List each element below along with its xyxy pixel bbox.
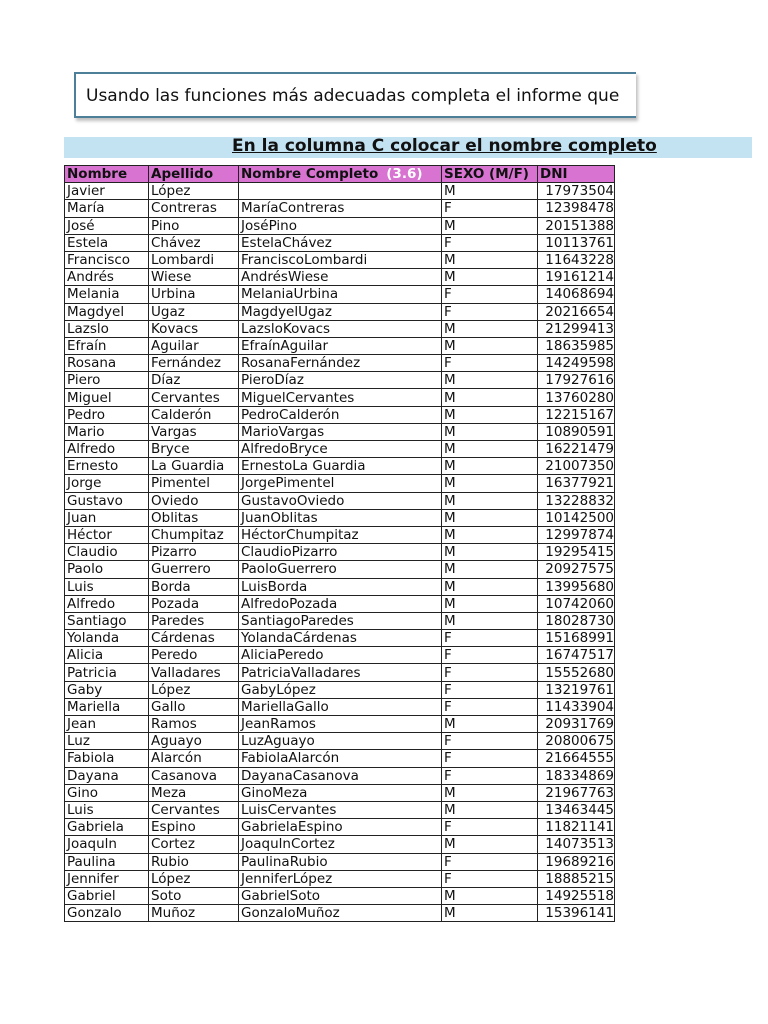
cell-sexo[interactable]: F <box>442 234 538 251</box>
cell-apellido[interactable]: Oblitas <box>149 509 239 526</box>
table-row <box>65 630 615 647</box>
cell-apellido[interactable]: Rubio <box>149 853 239 870</box>
table-row <box>65 767 615 784</box>
cell-dni[interactable]: 21967763 <box>538 784 615 801</box>
table-row <box>65 578 615 595</box>
cell-dni[interactable]: 21007350 <box>538 458 615 475</box>
table-row <box>65 595 615 612</box>
cell-sexo[interactable]: F <box>442 200 538 217</box>
cell-nombre-completo[interactable]: AndrésWiese <box>239 269 442 286</box>
cell-apellido[interactable]: Calderón <box>149 406 239 423</box>
cell-sexo[interactable]: M <box>442 905 538 922</box>
cell-nombre-completo[interactable]: PaulinaRubio <box>239 853 442 870</box>
header-sexo[interactable]: SEXO (M/F) <box>442 166 538 183</box>
cell-apellido[interactable]: Cervantes <box>149 801 239 818</box>
table-row <box>65 681 615 698</box>
cell-nombre-completo[interactable]: HéctorChumpitaz <box>239 526 442 543</box>
cell-apellido[interactable]: Pozada <box>149 595 239 612</box>
cell-dni[interactable]: 18635985 <box>538 337 615 354</box>
cell-nombre-completo[interactable]: GonzaloMuñoz <box>239 905 442 922</box>
cell-nombre-completo[interactable]: RosanaFernández <box>239 355 442 372</box>
cell-nombre[interactable]: Estela <box>65 234 149 251</box>
header-nombre-completo-label: Nombre Completo <box>241 166 379 183</box>
cell-nombre-completo[interactable]: LazsloKovacs <box>239 320 442 337</box>
cell-dni[interactable]: 12398478 <box>538 200 615 217</box>
table-row <box>65 200 615 217</box>
cell-nombre[interactable]: Francisco <box>65 251 149 268</box>
cell-apellido[interactable]: López <box>149 681 239 698</box>
cell-nombre-completo[interactable]: MiguelCervantes <box>239 389 442 406</box>
cell-sexo[interactable]: M <box>442 836 538 853</box>
cell-nombre-completo[interactable]: AlfredoPozada <box>239 595 442 612</box>
cell-sexo[interactable]: M <box>442 716 538 733</box>
cell-dni[interactable]: 10113761 <box>538 234 615 251</box>
cell-dni[interactable]: 17927616 <box>538 372 615 389</box>
cell-apellido[interactable]: La Guardia <box>149 458 239 475</box>
header-row <box>65 166 615 183</box>
cell-nombre-completo[interactable]: FranciscoLombardi <box>239 251 442 268</box>
cell-sexo[interactable]: M <box>442 578 538 595</box>
cell-sexo[interactable]: M <box>442 801 538 818</box>
table-row <box>65 389 615 406</box>
cell-sexo[interactable]: M <box>442 887 538 904</box>
cell-nombre-completo[interactable]: EstelaChávez <box>239 234 442 251</box>
cell-nombre-completo[interactable]: PedroCalderón <box>239 406 442 423</box>
cell-dni[interactable]: 13463445 <box>538 801 615 818</box>
cell-nombre[interactable]: Claudio <box>65 544 149 561</box>
instruction-text: Usando las funciones más adecuadas completa el informe que <box>86 86 620 106</box>
cell-dni[interactable]: 11821141 <box>538 819 615 836</box>
cell-nombre[interactable]: Juan <box>65 509 149 526</box>
cell-apellido[interactable]: Pizarro <box>149 544 239 561</box>
table-row <box>65 887 615 904</box>
table-row <box>65 905 615 922</box>
cell-nombre[interactable]: Gustavo <box>65 492 149 509</box>
cell-apellido[interactable]: Pino <box>149 217 239 234</box>
cell-nombre-completo[interactable]: GabrielaEspino <box>239 819 442 836</box>
cell-nombre-completo[interactable]: JuanOblitas <box>239 509 442 526</box>
table-row <box>65 647 615 664</box>
table-row <box>65 526 615 543</box>
cell-nombre[interactable]: Fabiola <box>65 750 149 767</box>
cell-nombre-completo[interactable]: SantiagoParedes <box>239 612 442 629</box>
cell-apellido[interactable]: Cervantes <box>149 389 239 406</box>
cell-nombre-completo[interactable]: PieroDíaz <box>239 372 442 389</box>
cell-nombre-completo[interactable] <box>239 183 442 200</box>
cell-apellido[interactable]: Chávez <box>149 234 239 251</box>
data-table <box>64 165 615 922</box>
cell-sexo[interactable]: M <box>442 784 538 801</box>
cell-dni[interactable]: 19161214 <box>538 269 615 286</box>
cell-dni[interactable]: 14925518 <box>538 887 615 904</box>
cell-sexo[interactable]: F <box>442 733 538 750</box>
cell-apellido[interactable]: Paredes <box>149 612 239 629</box>
cell-nombre[interactable]: Jean <box>65 716 149 733</box>
cell-nombre-completo[interactable]: GabyLópez <box>239 681 442 698</box>
table-row <box>65 406 615 423</box>
cell-nombre[interactable]: Piero <box>65 372 149 389</box>
cell-sexo[interactable]: M <box>442 372 538 389</box>
table-row <box>65 698 615 715</box>
cell-dni[interactable]: 20927575 <box>538 561 615 578</box>
cell-apellido[interactable]: Ramos <box>149 716 239 733</box>
cell-sexo[interactable]: M <box>442 544 538 561</box>
cell-nombre[interactable]: Jorge <box>65 475 149 492</box>
cell-nombre[interactable]: Mariella <box>65 698 149 715</box>
table-row <box>65 870 615 887</box>
cell-nombre[interactable]: Gaby <box>65 681 149 698</box>
cell-sexo[interactable]: F <box>442 767 538 784</box>
cell-apellido[interactable]: Espino <box>149 819 239 836</box>
cell-dni[interactable]: 18334869 <box>538 767 615 784</box>
cell-nombre-completo[interactable]: ClaudioPizarro <box>239 544 442 561</box>
cell-sexo[interactable]: M <box>442 389 538 406</box>
cell-nombre-completo[interactable]: FabiolaAlarcón <box>239 750 442 767</box>
cell-nombre[interactable]: Yolanda <box>65 630 149 647</box>
cell-sexo[interactable]: M <box>442 337 538 354</box>
header-nombre-completo[interactable] <box>239 166 442 183</box>
cell-nombre[interactable]: Gabriel <box>65 887 149 904</box>
cell-nombre[interactable]: Alfredo <box>65 595 149 612</box>
cell-dni[interactable]: 17973504 <box>538 183 615 200</box>
cell-dni[interactable]: 21299413 <box>538 320 615 337</box>
cell-sexo[interactable]: M <box>442 475 538 492</box>
cell-nombre-completo[interactable]: LuisBorda <box>239 578 442 595</box>
cell-apellido[interactable]: López <box>149 870 239 887</box>
cell-apellido[interactable]: Contreras <box>149 200 239 217</box>
cell-nombre[interactable]: Jennifer <box>65 870 149 887</box>
cell-sexo[interactable]: F <box>442 647 538 664</box>
cell-apellido[interactable]: Pimentel <box>149 475 239 492</box>
table-row <box>65 784 615 801</box>
cell-nombre-completo[interactable]: PaoloGuerrero <box>239 561 442 578</box>
cell-nombre[interactable]: Paolo <box>65 561 149 578</box>
cell-nombre[interactable]: Javier <box>65 183 149 200</box>
cell-apellido[interactable]: Cortez <box>149 836 239 853</box>
cell-nombre-completo[interactable]: JorgePimentel <box>239 475 442 492</box>
cell-nombre[interactable]: Efraín <box>65 337 149 354</box>
cell-dni[interactable]: 12215167 <box>538 406 615 423</box>
cell-sexo[interactable]: M <box>442 251 538 268</box>
instruction-box <box>74 72 636 118</box>
cell-dni[interactable]: 14073513 <box>538 836 615 853</box>
cell-dni[interactable]: 19295415 <box>538 544 615 561</box>
cell-nombre-completo[interactable]: GinoMeza <box>239 784 442 801</box>
cell-nombre[interactable]: Luis <box>65 578 149 595</box>
cell-nombre[interactable]: Luz <box>65 733 149 750</box>
cell-apellido[interactable]: Ugaz <box>149 303 239 320</box>
cell-dni[interactable]: 18028730 <box>538 612 615 629</box>
cell-apellido[interactable]: Chumpitaz <box>149 526 239 543</box>
cell-nombre[interactable]: Pedro <box>65 406 149 423</box>
table-row <box>65 750 615 767</box>
cell-apellido[interactable]: Lombardi <box>149 251 239 268</box>
cell-nombre[interactable]: Magdyel <box>65 303 149 320</box>
cell-sexo[interactable]: M <box>442 269 538 286</box>
cell-sexo[interactable]: M <box>442 441 538 458</box>
cell-sexo[interactable]: M <box>442 458 538 475</box>
cell-nombre-completo[interactable]: JeanRamos <box>239 716 442 733</box>
cell-apellido[interactable]: Cárdenas <box>149 630 239 647</box>
cell-dni[interactable]: 20931769 <box>538 716 615 733</box>
cell-nombre[interactable]: Luis <box>65 801 149 818</box>
cell-dni[interactable]: 16747517 <box>538 647 615 664</box>
cell-apellido[interactable]: Oviedo <box>149 492 239 509</box>
cell-dni[interactable]: 12997874 <box>538 526 615 543</box>
cell-nombre-completo[interactable]: MariellaGallo <box>239 698 442 715</box>
table-row <box>65 492 615 509</box>
cell-sexo[interactable]: M <box>442 526 538 543</box>
table-row <box>65 801 615 818</box>
cell-nombre[interactable]: Gonzalo <box>65 905 149 922</box>
cell-apellido[interactable]: Aguilar <box>149 337 239 354</box>
table-row <box>65 441 615 458</box>
cell-dni[interactable]: 21664555 <box>538 750 615 767</box>
cell-sexo[interactable]: M <box>442 561 538 578</box>
section-banner <box>64 137 752 158</box>
cell-apellido[interactable]: Guerrero <box>149 561 239 578</box>
header-nombre[interactable]: Nombre <box>65 166 149 183</box>
table-row <box>65 664 615 681</box>
cell-sexo[interactable]: F <box>442 630 538 647</box>
table-row <box>65 217 615 234</box>
table-row <box>65 183 615 200</box>
cell-nombre-completo[interactable]: PatriciaValladares <box>239 664 442 681</box>
cell-apellido[interactable]: Vargas <box>149 423 239 440</box>
cell-apellido[interactable]: Aguayo <box>149 733 239 750</box>
cell-sexo[interactable]: F <box>442 303 538 320</box>
cell-apellido[interactable]: Kovacs <box>149 320 239 337</box>
cell-sexo[interactable]: M <box>442 406 538 423</box>
table-row <box>65 320 615 337</box>
table-row <box>65 853 615 870</box>
cell-nombre[interactable]: Melania <box>65 286 149 303</box>
cell-nombre[interactable]: Gabriela <box>65 819 149 836</box>
cell-nombre[interactable]: Lazslo <box>65 320 149 337</box>
cell-dni[interactable]: 13228832 <box>538 492 615 509</box>
cell-nombre[interactable]: María <box>65 200 149 217</box>
table-row <box>65 251 615 268</box>
cell-dni[interactable]: 10142500 <box>538 509 615 526</box>
table-row <box>65 355 615 372</box>
cell-apellido[interactable]: Wiese <box>149 269 239 286</box>
cell-dni[interactable]: 20800675 <box>538 733 615 750</box>
cell-dni[interactable]: 11643228 <box>538 251 615 268</box>
cell-dni[interactable]: 20151388 <box>538 217 615 234</box>
cell-sexo[interactable]: M <box>442 595 538 612</box>
cell-nombre-completo[interactable]: JoaqulnCortez <box>239 836 442 853</box>
table-body <box>65 183 615 922</box>
cell-apellido[interactable]: Borda <box>149 578 239 595</box>
cell-dni[interactable]: 10890591 <box>538 423 615 440</box>
cell-nombre[interactable]: Miguel <box>65 389 149 406</box>
cell-sexo[interactable]: M <box>442 492 538 509</box>
cell-dni[interactable]: 18885215 <box>538 870 615 887</box>
cell-nombre[interactable]: Joaquln <box>65 836 149 853</box>
cell-nombre[interactable]: Gino <box>65 784 149 801</box>
cell-sexo[interactable]: F <box>442 355 538 372</box>
cell-nombre-completo[interactable]: LuzAguayo <box>239 733 442 750</box>
cell-nombre-completo[interactable]: GabrielSoto <box>239 887 442 904</box>
table-row <box>65 509 615 526</box>
cell-sexo[interactable]: F <box>442 681 538 698</box>
cell-nombre[interactable]: Héctor <box>65 526 149 543</box>
cell-nombre[interactable]: Alicia <box>65 647 149 664</box>
cell-nombre[interactable]: Mario <box>65 423 149 440</box>
cell-nombre-completo[interactable]: LuisCervantes <box>239 801 442 818</box>
cell-dni[interactable]: 15396141 <box>538 905 615 922</box>
cell-dni[interactable]: 10742060 <box>538 595 615 612</box>
cell-nombre-completo[interactable]: YolandaCárdenas <box>239 630 442 647</box>
cell-sexo[interactable]: M <box>442 320 538 337</box>
cell-sexo[interactable]: M <box>442 423 538 440</box>
table-row <box>65 733 615 750</box>
table-row <box>65 819 615 836</box>
cell-nombre-completo[interactable]: JenniferLópez <box>239 870 442 887</box>
cell-apellido[interactable]: Valladares <box>149 664 239 681</box>
cell-nombre[interactable]: José <box>65 217 149 234</box>
table-row <box>65 423 615 440</box>
cell-nombre[interactable]: Andrés <box>65 269 149 286</box>
cell-nombre-completo[interactable]: AliciaPeredo <box>239 647 442 664</box>
cell-apellido[interactable]: Peredo <box>149 647 239 664</box>
table-row <box>65 337 615 354</box>
cell-nombre[interactable]: Ernesto <box>65 458 149 475</box>
cell-nombre[interactable]: Paulina <box>65 853 149 870</box>
cell-dni[interactable]: 15168991 <box>538 630 615 647</box>
cell-nombre-completo[interactable]: MaríaContreras <box>239 200 442 217</box>
table-row <box>65 269 615 286</box>
cell-dni[interactable]: 16377921 <box>538 475 615 492</box>
table-row <box>65 286 615 303</box>
cell-dni[interactable]: 20216654 <box>538 303 615 320</box>
cell-apellido[interactable]: Fernández <box>149 355 239 372</box>
cell-nombre[interactable]: Rosana <box>65 355 149 372</box>
cell-sexo[interactable]: F <box>442 698 538 715</box>
table-row <box>65 716 615 733</box>
cell-dni[interactable]: 16221479 <box>538 441 615 458</box>
cell-apellido[interactable]: Díaz <box>149 372 239 389</box>
cell-nombre-completo[interactable]: MelaniaUrbina <box>239 286 442 303</box>
cell-sexo[interactable]: F <box>442 819 538 836</box>
table-row <box>65 544 615 561</box>
table-row <box>65 475 615 492</box>
table-row <box>65 836 615 853</box>
cell-sexo[interactable]: M <box>442 183 538 200</box>
header-apellido[interactable]: Apellido <box>149 166 239 183</box>
cell-apellido[interactable]: Meza <box>149 784 239 801</box>
cell-nombre-completo[interactable]: GustavoOviedo <box>239 492 442 509</box>
table-row <box>65 612 615 629</box>
cell-dni[interactable]: 13760280 <box>538 389 615 406</box>
cell-sexo[interactable]: F <box>442 750 538 767</box>
cell-apellido[interactable]: Soto <box>149 887 239 904</box>
cell-dni[interactable]: 14068694 <box>538 286 615 303</box>
cell-nombre-completo[interactable]: JoséPino <box>239 217 442 234</box>
cell-apellido[interactable]: Gallo <box>149 698 239 715</box>
table-row <box>65 458 615 475</box>
cell-apellido[interactable]: Urbina <box>149 286 239 303</box>
cell-dni[interactable]: 19689216 <box>538 853 615 870</box>
table-row <box>65 372 615 389</box>
cell-sexo[interactable]: M <box>442 612 538 629</box>
cell-nombre-completo[interactable]: MagdyelUgaz <box>239 303 442 320</box>
cell-nombre[interactable]: Dayana <box>65 767 149 784</box>
cell-apellido[interactable]: Bryce <box>149 441 239 458</box>
cell-nombre-completo[interactable]: EfraínAguilar <box>239 337 442 354</box>
cell-apellido[interactable]: Casanova <box>149 767 239 784</box>
cell-nombre[interactable]: Patricia <box>65 664 149 681</box>
table-row <box>65 561 615 578</box>
cell-apellido[interactable]: Muñoz <box>149 905 239 922</box>
cell-sexo[interactable]: F <box>442 286 538 303</box>
cell-apellido[interactable]: López <box>149 183 239 200</box>
table-row <box>65 234 615 251</box>
cell-sexo[interactable]: F <box>442 870 538 887</box>
cell-nombre-completo[interactable]: AlfredoBryce <box>239 441 442 458</box>
header-score: (3.6) <box>386 166 423 183</box>
cell-nombre[interactable]: Alfredo <box>65 441 149 458</box>
cell-apellido[interactable]: Alarcón <box>149 750 239 767</box>
cell-sexo[interactable]: F <box>442 853 538 870</box>
cell-nombre-completo[interactable]: ErnestoLa Guardia <box>239 458 442 475</box>
banner-title: En la columna C colocar el nombre completo <box>232 137 657 156</box>
cell-nombre-completo[interactable]: DayanaCasanova <box>239 767 442 784</box>
cell-sexo[interactable]: M <box>442 217 538 234</box>
cell-dni[interactable]: 14249598 <box>538 355 615 372</box>
cell-dni[interactable]: 13219761 <box>538 681 615 698</box>
cell-dni[interactable]: 11433904 <box>538 698 615 715</box>
cell-nombre-completo[interactable]: MarioVargas <box>239 423 442 440</box>
cell-dni[interactable]: 15552680 <box>538 664 615 681</box>
cell-dni[interactable]: 13995680 <box>538 578 615 595</box>
cell-nombre[interactable]: Santiago <box>65 612 149 629</box>
table-row <box>65 303 615 320</box>
header-dni[interactable]: DNI <box>538 166 615 183</box>
cell-sexo[interactable]: F <box>442 664 538 681</box>
cell-sexo[interactable]: M <box>442 509 538 526</box>
